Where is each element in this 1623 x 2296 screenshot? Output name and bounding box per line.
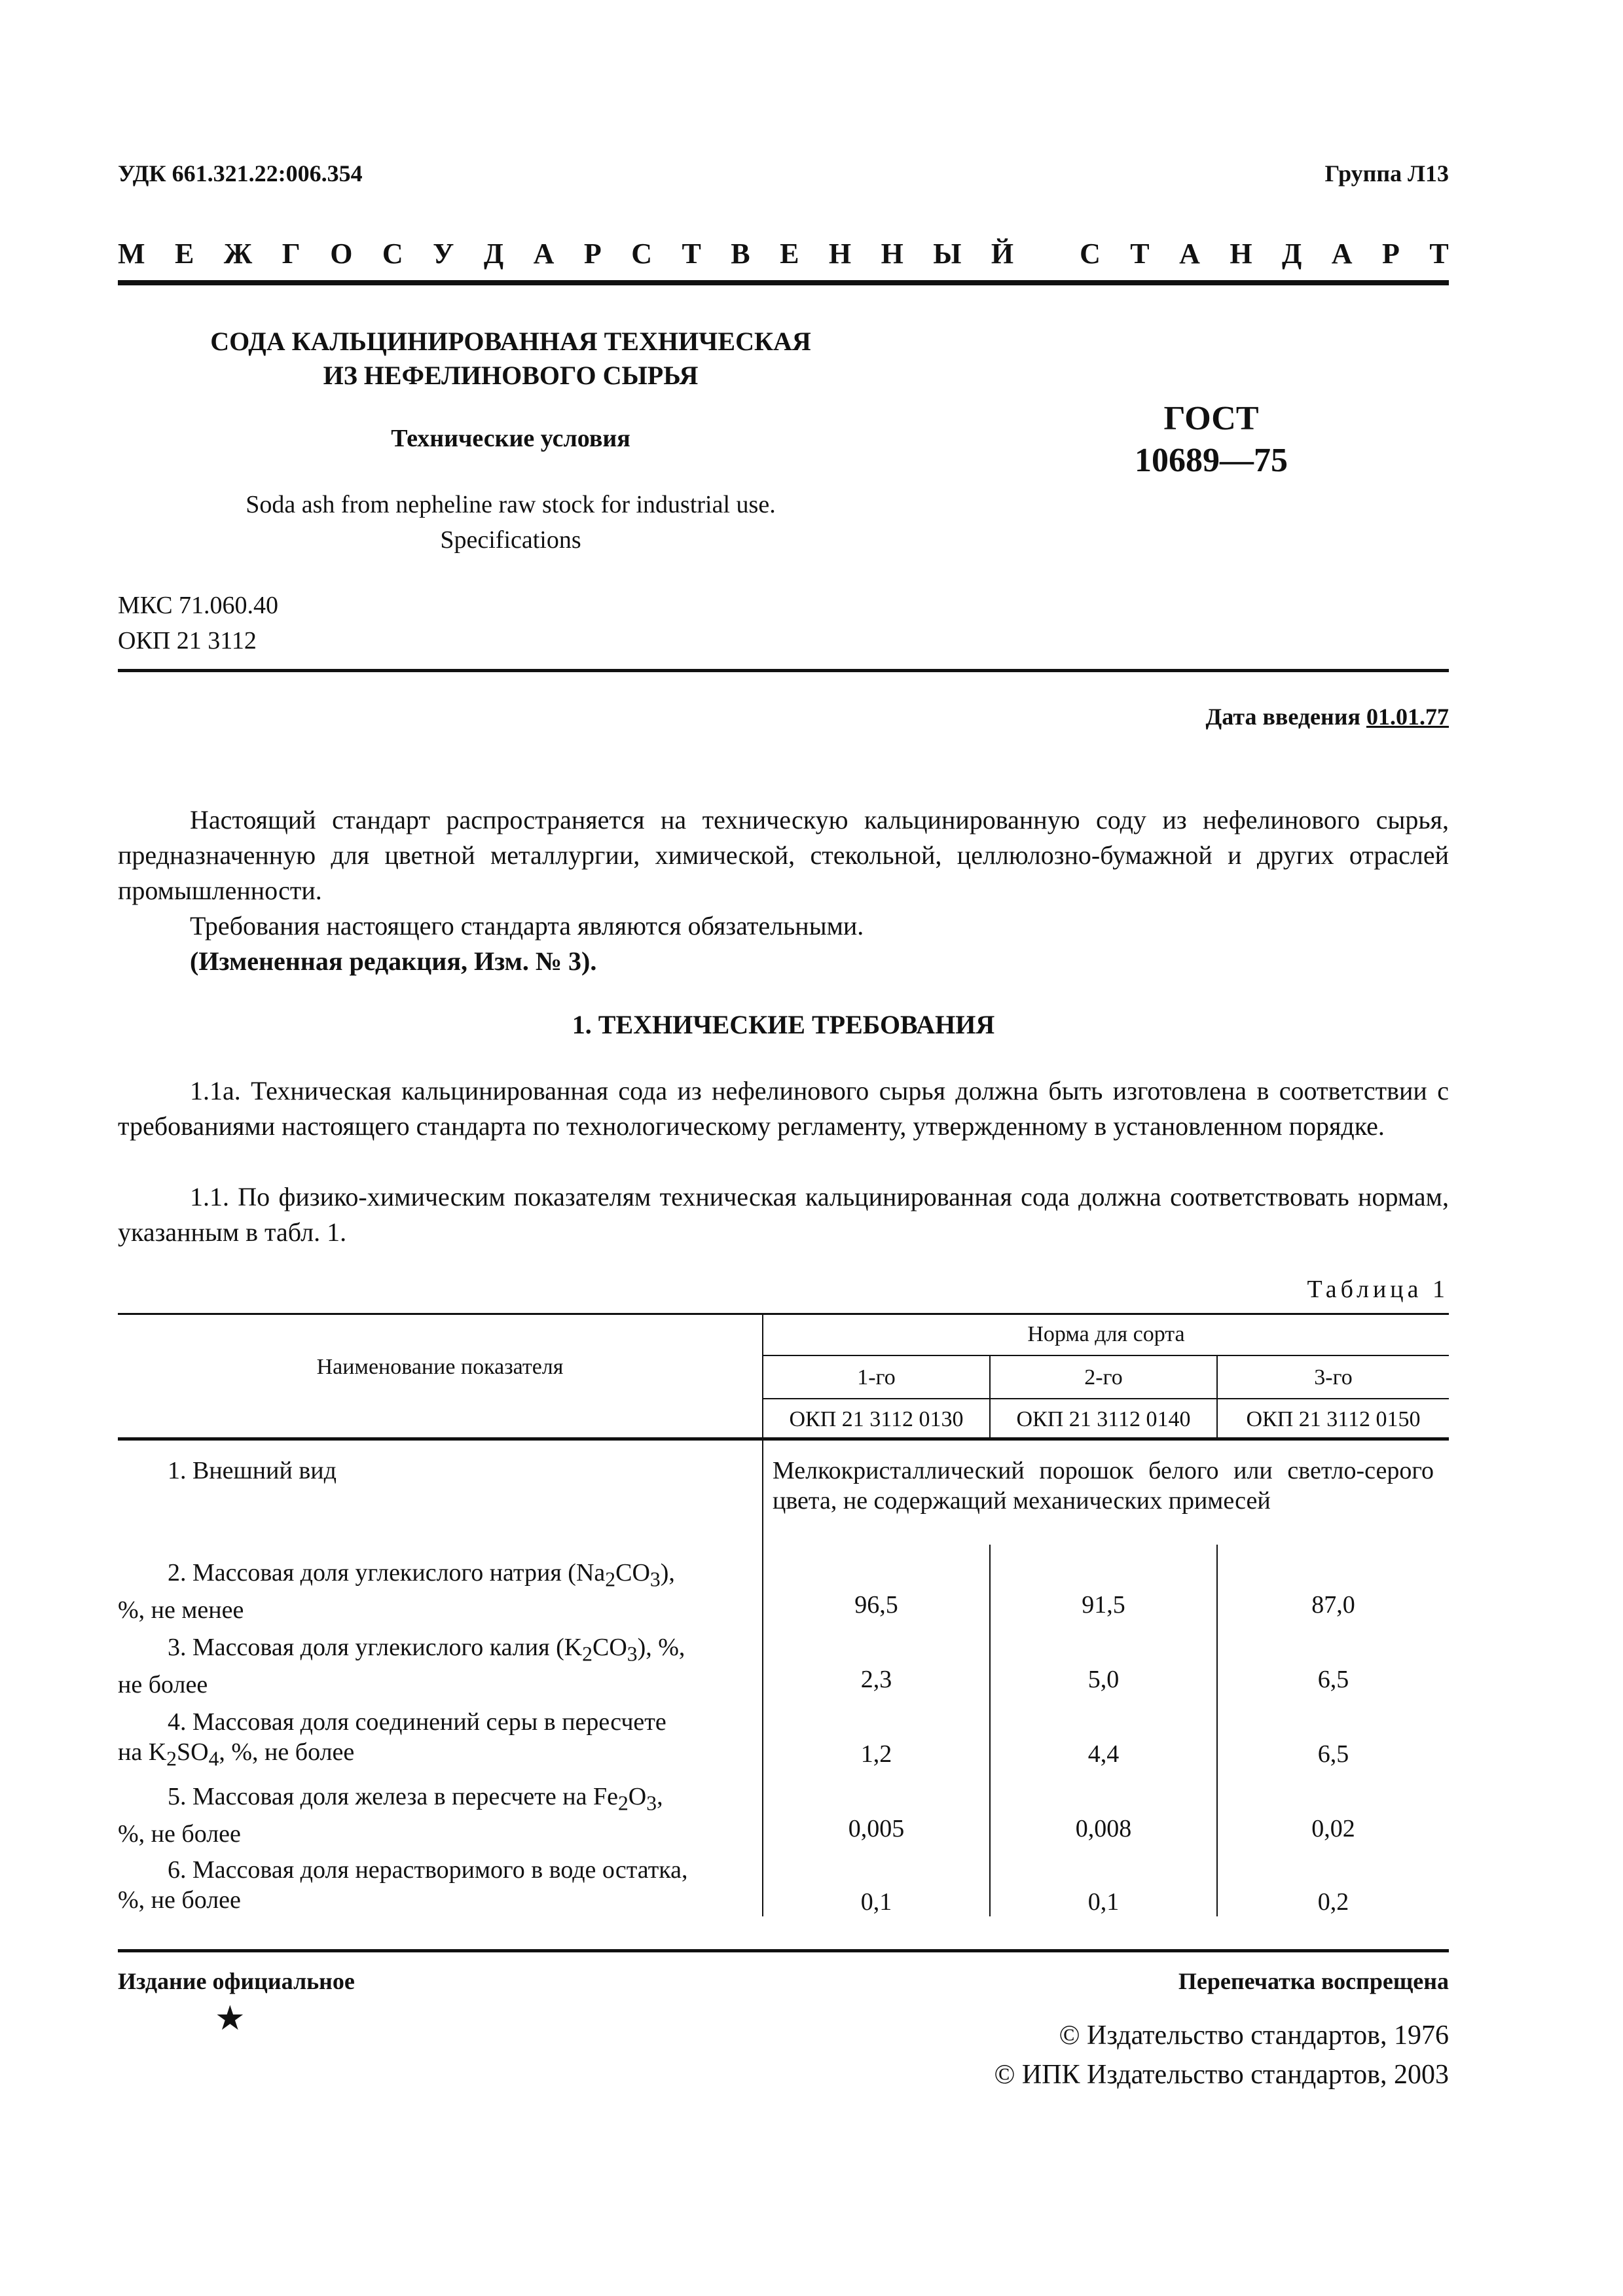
- row-5-value-2: 0,008: [1075, 1815, 1132, 1842]
- document-title: [118, 325, 903, 393]
- mks-code: МКС 71.060.40: [118, 592, 279, 619]
- banner-letter: Е: [174, 238, 194, 270]
- header-okp-3: ОКП 21 3112 0150: [1246, 1407, 1421, 1431]
- mandatory-paragraph: Требования настоящего стандарта являются обязательными.: [190, 911, 864, 941]
- banner-letter: Н: [828, 238, 852, 270]
- banner-letter: Т: [1429, 238, 1449, 270]
- intro-paragraph: Настоящий стандарт распространяется на техническую кальцинированную соду из нефелинового сырья, предназначенную для цветной металлургии, химической, стекольной, целлюлозно-бумажной и других отраслей промышленности.: [118, 805, 1449, 905]
- footer-rule: [118, 1949, 1449, 1952]
- banner-letter: Т: [1130, 238, 1150, 270]
- banner-letter: Ж: [223, 238, 253, 270]
- header-grade-3: 3-го: [1314, 1365, 1353, 1390]
- title-rule: [118, 669, 1449, 672]
- header-okp-2: ОКП 21 3112 0140: [1016, 1407, 1191, 1431]
- row-4-value-1: 1,2: [860, 1740, 892, 1768]
- row-3-value-3: 6,5: [1317, 1666, 1349, 1693]
- official-edition: Издание официальное: [118, 1968, 355, 1994]
- row-2-value-2: 91,5: [1082, 1591, 1125, 1619]
- banner-letter: Р: [1382, 238, 1400, 270]
- date-value: 01.01.77: [1366, 704, 1449, 730]
- gost-number: 10689—75: [1135, 442, 1288, 479]
- document-subtitle: Технические условия: [391, 425, 630, 452]
- row-5-name: 5. Массовая доля железа в пересчете на $Fe_2O_3$, %, не более: [118, 1783, 663, 1848]
- row-3-value-2: 5,0: [1087, 1666, 1120, 1693]
- copyright-block: [994, 2016, 1449, 2094]
- paragraph-1-1a: 1.1а. Техническая кальцинированная сода из нефелинового сырья должна быть изготовлена в соответствии с требованиями настоящего стандарта по технологическому регламенту, утвержденному в установленном порядке.: [118, 1076, 1449, 1141]
- banner-letter: А: [1179, 238, 1200, 270]
- header-norm: Норма для сорта: [1027, 1322, 1185, 1346]
- gost-label: ГОСТ: [1163, 400, 1259, 437]
- row-6-value-3: 0,2: [1317, 1888, 1349, 1916]
- header-grade-2: 2-го: [1084, 1365, 1123, 1390]
- banner-letter: Д: [483, 238, 504, 270]
- banner-letter: У: [433, 238, 454, 270]
- banner-letter: Й: [991, 238, 1014, 270]
- banner-letter: А: [1331, 238, 1353, 270]
- udk-code: УДК 661.321.22:006.354: [118, 160, 363, 187]
- header-grade-1: 1-го: [857, 1365, 896, 1390]
- row-4-value-2: 4,4: [1087, 1740, 1120, 1768]
- header-indicator-name: Наименование показателя: [316, 1355, 564, 1379]
- row-3-name: 3. Массовая доля углекислого калия $(K_2CO_3)$, %, не более: [118, 1634, 685, 1698]
- introduction-date: [1206, 703, 1450, 730]
- row-2-name: 2. Массовая доля углекислого натрия $(Na_2CO_3)$, %, не менее: [118, 1559, 675, 1624]
- banner-letter: С: [631, 238, 652, 270]
- reprint-prohibited: Перепечатка воспрещена: [1178, 1968, 1449, 1994]
- row-4-value-3: 6,5: [1317, 1740, 1349, 1768]
- banner-letter: Е: [780, 238, 799, 270]
- classification-codes: [118, 588, 278, 658]
- title-line-2: ИЗ НЕФЕЛИНОВОГО СЫРЬЯ: [323, 361, 699, 390]
- group-code: Группа Л13: [1324, 160, 1449, 187]
- table-norm-rule: [763, 1355, 1449, 1356]
- interstate-standard-banner: [118, 237, 1449, 270]
- copyright-line-1: © Издательство стандартов, 1976: [1059, 2020, 1449, 2051]
- table-header-rule: [118, 1437, 1449, 1441]
- row-6-value-2: 0,1: [1087, 1888, 1120, 1916]
- row-3-value-1: 2,3: [860, 1666, 892, 1693]
- banner-letter: Н: [881, 238, 903, 270]
- table-grade-rule: [763, 1398, 1449, 1399]
- date-label: Дата введения: [1205, 704, 1360, 730]
- row-1-name: 1. Внешний вид: [168, 1457, 337, 1484]
- row-4-name: 4. Массовая доля соединений серы в пересчете на $K_2SO_4$, %, не более: [118, 1708, 666, 1770]
- english-title-line-1: Soda ash from nepheline raw stock for industrial use.: [246, 491, 776, 518]
- paragraph-1-1: 1.1. По физико-химическим показателям техническая кальцинированная сода должна соответствовать нормам, указанным в табл. 1.: [118, 1182, 1449, 1247]
- copyright-line-2: © ИПК Издательство стандартов, 2003: [994, 2060, 1449, 2090]
- table-caption: Таблица 1: [1307, 1276, 1449, 1303]
- banner-letter: С: [382, 238, 403, 270]
- row-6-value-1: 0,1: [860, 1888, 892, 1916]
- okp-code: ОКП 21 3112: [118, 627, 257, 655]
- header-okp-1: ОКП 21 3112 0130: [789, 1407, 964, 1431]
- banner-letter: О: [330, 238, 353, 270]
- banner-letter: Т: [682, 238, 701, 270]
- banner-letter: М: [118, 238, 145, 270]
- banner-letter: Р: [583, 238, 602, 270]
- row-6-name: 6. Массовая доля нерастворимого в воде остатка, %, не более: [118, 1856, 688, 1914]
- banner-letter: А: [533, 238, 555, 270]
- banner-letter: Ы: [933, 238, 962, 270]
- banner-gap: [1044, 237, 1050, 270]
- banner-letter: Д: [1282, 238, 1302, 270]
- banner-rule: [118, 280, 1449, 285]
- row-2-value-1: 96,5: [854, 1591, 898, 1619]
- section-title: 1. ТЕХНИЧЕСКИЕ ТРЕБОВАНИЯ: [572, 1010, 995, 1039]
- amended-note: (Измененная редакция, Изм. № 3).: [190, 946, 597, 976]
- row-2-value-3: 87,0: [1311, 1591, 1355, 1619]
- row-1-value: Мелкокристаллический порошок белого или светло-серого цвета, не содержащий механических примесей: [773, 1457, 1434, 1515]
- banner-letter: С: [1080, 238, 1101, 270]
- english-title-line-2: Specifications: [440, 526, 581, 554]
- gost-designation: [1126, 398, 1296, 482]
- banner-letter: В: [731, 238, 750, 270]
- table-top-rule: [118, 1313, 1449, 1315]
- title-line-1: СОДА КАЛЬЦИНИРОВАННАЯ ТЕХНИЧЕСКАЯ: [210, 327, 811, 356]
- star-icon: ★: [215, 2000, 246, 2037]
- row-5-value-3: 0,02: [1311, 1815, 1355, 1842]
- english-title: [118, 487, 903, 558]
- banner-letter: Г: [282, 238, 301, 270]
- row-5-value-1: 0,005: [848, 1815, 905, 1842]
- banner-letter: Н: [1230, 238, 1252, 270]
